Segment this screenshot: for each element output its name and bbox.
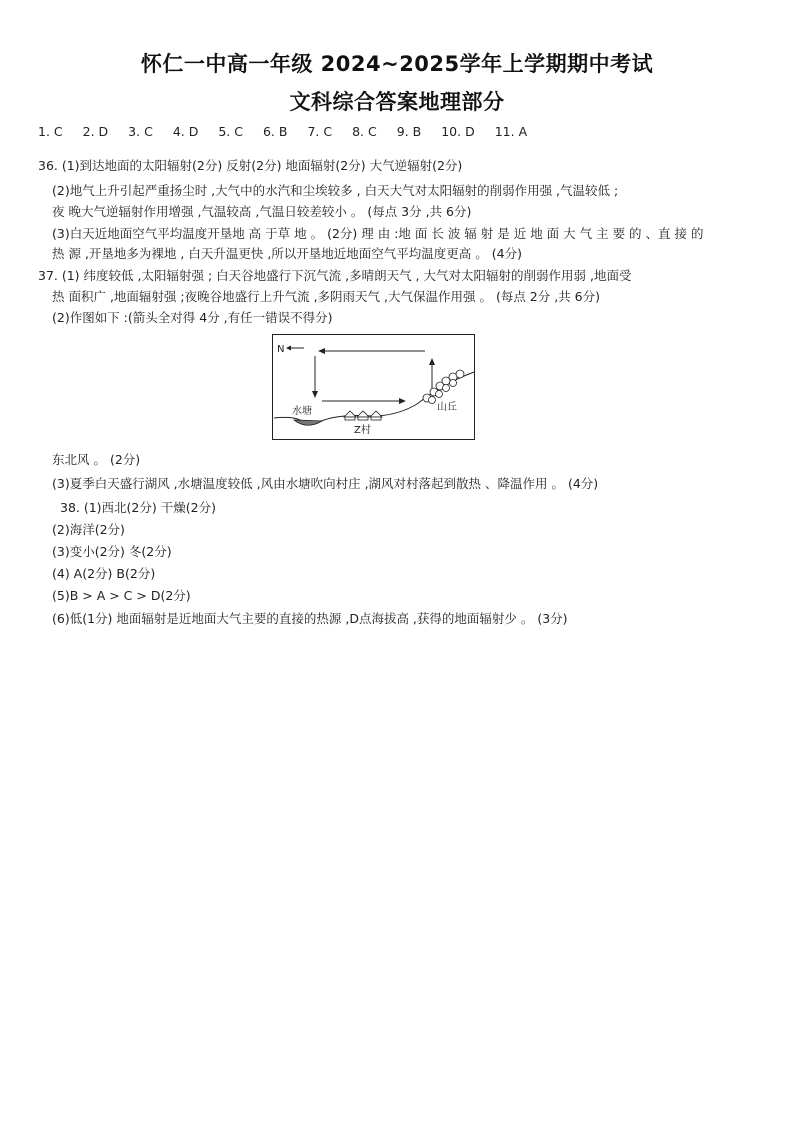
wind-circulation-diagram: [272, 334, 475, 440]
q36-line-4: (3)白天近地面空气平均温度开垦地 高 于草 地 。 (2分) 理 由 :地 面 长 波 辐 射 是 近 地 面 大 气 主 要 的 、直 接 的: [52, 226, 704, 241]
q37-line-5: (3)夏季白天盛行湖风 ,水塘温度较低 ,风由水塘吹向村庄 ,湖风对村落起到散热 、降温作用 。 (4分): [52, 476, 599, 491]
choice-answer: 11. A: [494, 124, 528, 139]
q38-line-6: (6)低(1分) 地面辐射是近地面大气主要的直接的热源 ,D点海拔高 ,获得的地面辐射少 。 (3分): [52, 611, 568, 626]
choice-answer: 2. D: [82, 124, 109, 139]
page-subtitle: 文科综合答案地理部分: [289, 90, 505, 114]
choice-answers: [38, 124, 547, 140]
choice-answer: 6. B: [262, 124, 288, 139]
choice-answer: 3. C: [128, 124, 153, 139]
choice-answer: 7. C: [307, 124, 333, 139]
q37-line-1: 37. (1) 纬度较低 ,太阳辐射强 ; 白天谷地盛行下沉气流 ,多晴朗天气 , 大气对太阳辐射的削弱作用弱 ,地面受: [38, 268, 632, 283]
q38-line-1: 38. (1)西北(2分) 干燥(2分): [60, 500, 216, 515]
page-title: 怀仁一中高一年级 2024~2025学年上学期期中考试: [140, 52, 654, 76]
choice-answer: 4. D: [172, 124, 199, 139]
choice-answer: 5. C: [218, 124, 243, 139]
choice-answer: 8. C: [352, 124, 377, 139]
q38-line-3: (3)变小(2分) 冬(2分): [52, 544, 172, 559]
q37-line-2: 热 面积广 ,地面辐射强 ;夜晚谷地盛行上升气流 ,多阴雨天气 ,大气保温作用强 。 (每点 2分 ,共 6分): [52, 289, 600, 304]
q37-line-3: (2)作图如下 :(箭头全对得 4分 ,有任一错误不得分): [52, 310, 333, 325]
q36-line-1: 36. (1)到达地面的太阳辐射(2分) 反射(2分) 地面辐射(2分) 大气逆辐射(2分): [38, 158, 463, 173]
hill-label: 山丘: [437, 402, 457, 413]
village-houses-icon: [344, 411, 382, 420]
q36-line-3: 夜 晚大气逆辐射作用增强 ,气温较高 ,气温日较差较小 。 (每点 3分 ,共 6分): [52, 204, 472, 219]
q38-line-2: (2)海洋(2分): [52, 522, 125, 537]
choice-answer: 9. B: [396, 124, 422, 139]
q37-line-4: 东北风 。 (2分): [52, 452, 141, 467]
choice-answer: 1. C: [38, 124, 63, 139]
q38-line-5: (5)B > A > C > D(2分): [52, 588, 191, 603]
pond-label: 水塘: [292, 406, 312, 417]
village-label: Z村: [354, 425, 371, 436]
q38-line-4: (4) A(2分) B(2分): [52, 566, 156, 581]
q36-line-5: 热 源 ,开垦地多为裸地 , 白天升温更快 ,所以开垦地近地面空气平均温度更高 。 (4分): [52, 246, 522, 261]
north-label: N: [277, 344, 285, 355]
choice-answer: 10. D: [441, 124, 475, 139]
q36-line-2: (2)地气上升引起严重扬尘时 ,大气中的水汽和尘埃较多 , 白天大气对太阳辐射的削弱作用强 ,气温较低 ;: [52, 183, 619, 198]
